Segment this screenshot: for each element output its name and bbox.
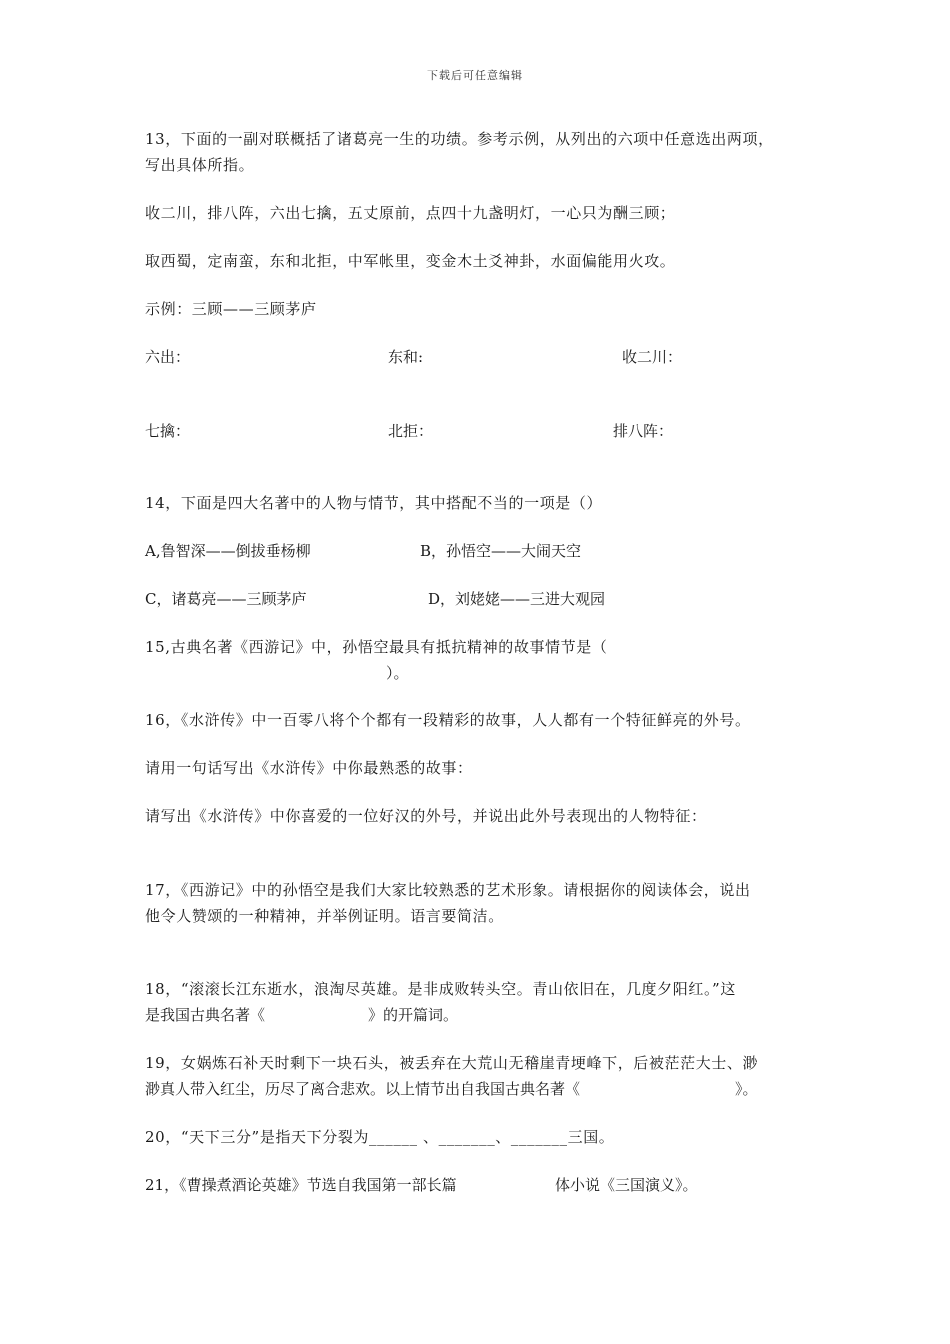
q14-option-a: A,鲁智深——倒拔垂杨柳 — [145, 542, 311, 560]
q18-line-2a: 是我国古典名著《 — [145, 1006, 266, 1024]
q16-line-2: 请用一句话写出《水浒传》中你最熟悉的故事： — [145, 759, 473, 777]
q13-blank-donghe: 东和: — [388, 348, 424, 366]
q13-blank-liuchu: 六出： — [145, 348, 191, 366]
q14-question: 14，下面是四大名著中的人物与情节，其中搭配不当的一项是（） — [145, 494, 603, 512]
q19-line-1: 19，女娲炼石补天时剩下一块石头，被丢弃在大荒山无稽崖青埂峰下，后被茫茫大士、渺 — [145, 1054, 759, 1072]
q13-couplet-2: 取西蜀，定南蛮，东和北拒，中军帐里，变金木土爻神卦，水面偏能用火攻。 — [145, 252, 676, 270]
q18-line-1: 18，“滚滚长江东逝水，浪淘尽英雄。是非成败转头空。青山依旧在，几度夕阳红。”这 — [145, 980, 736, 998]
q14-option-c: C，诸葛亮——三顾茅庐 — [145, 590, 307, 608]
q19-line-2b: 》。 — [735, 1080, 758, 1098]
q14-option-d: D，刘姥姥——三进大观园 — [428, 590, 606, 608]
q13-example: 示例：三顾——三顾茅庐 — [145, 300, 317, 318]
q21-part-2: 体小说《三国演义》。 — [555, 1176, 698, 1194]
q18-line-2b: 》的开篇词。 — [368, 1006, 459, 1024]
q15-line-2: ）。 — [386, 664, 409, 682]
q13-blank-beiju: 北拒： — [388, 422, 434, 440]
q14-option-b: B，孙悟空——大闹天空 — [420, 542, 582, 560]
q16-line-1: 16，《水浒传》中一百零八将个个都有一段精彩的故事，人人都有一个特征鲜亮的外号。 — [145, 711, 751, 729]
q19-line-2a: 渺真人带入红尘，历尽了离合悲欢。以上情节出自我国古典名著《 — [145, 1080, 581, 1098]
q13-blank-qiqin: 七擒： — [145, 422, 191, 440]
q15-line-1: 15,古典名著《西游记》中，孙悟空最具有抵抗精神的故事情节是（ — [145, 638, 608, 656]
q21-part-1: 21，《曹操煮酒论英雄》节选自我国第一部长篇 — [145, 1176, 457, 1194]
q13-line-2: 写出具体所指。 — [145, 156, 255, 174]
q13-blank-shouerchuan: 收二川： — [622, 348, 683, 366]
q17-line-2: 他令人赞颂的一种精神，并举例证明。语言要简洁。 — [145, 907, 504, 925]
q13-blank-paibazhen: 排八阵： — [613, 422, 674, 440]
page-header: 下载后可任意编辑 — [427, 69, 523, 82]
q13-line-1: 13，下面的一副对联概括了诸葛亮一生的功绩。参考示例，从列出的六项中任意选出两项， — [145, 130, 774, 148]
q20-line: 20，“天下三分”是指天下分裂为______ 、_______、_______三国。 — [145, 1128, 615, 1146]
q13-couplet-1: 收二川，排八阵，六出七擒，五丈原前，点四十九盏明灯，一心只为酬三顾； — [145, 204, 676, 222]
q16-line-3: 请写出《水浒传》中你喜爱的一位好汉的外号，并说出此外号表现出的人物特征： — [145, 807, 707, 825]
q17-line-1: 17，《西游记》中的孙悟空是我们大家比较熟悉的艺术形象。请根据你的阅读体会，说出 — [145, 881, 751, 899]
